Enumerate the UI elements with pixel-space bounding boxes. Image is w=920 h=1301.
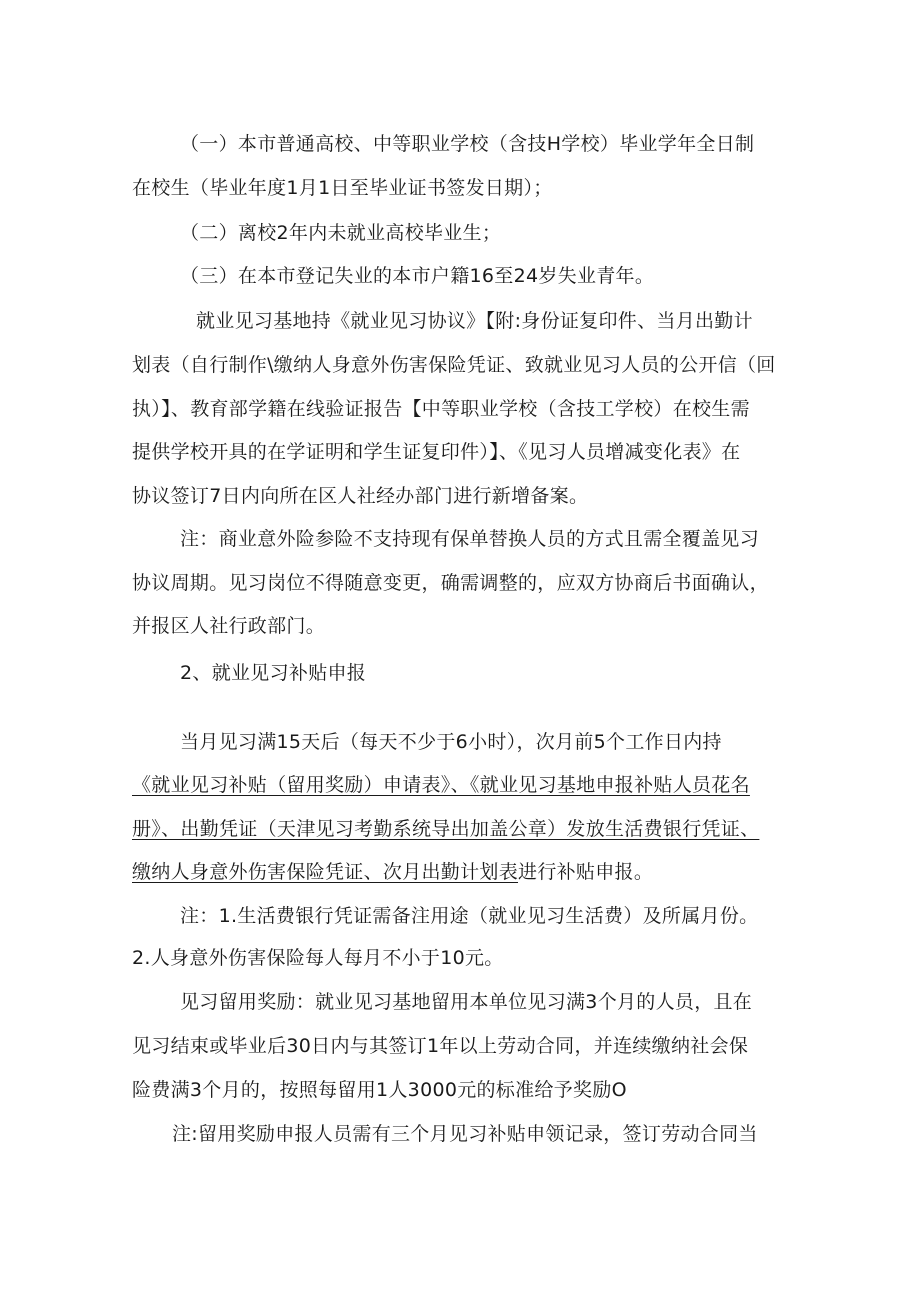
text-line: 并报区人社行政部门。 [132, 615, 326, 637]
text-line: 见习结束或毕业后30日内与其签订1年以上劳动合同，并连续缴纳社会保 [132, 1035, 749, 1057]
text-line: 在校生（毕业年度1月1日至毕业证书签发日期）； [132, 177, 553, 199]
plain-text: 进行补贴申报。 [518, 861, 654, 883]
text-line: 注：1.生活费银行凭证需备注用途（就业见习生活费）及所属月份。 [180, 905, 759, 927]
text-line: （二）离校2年内未就业高校毕业生； [180, 222, 502, 244]
text-line: 提供学校开具的在学证明和学生证复印件）】、《见习人员增减变化表》在 [132, 441, 741, 463]
text-line: 当月见习满15天后（每天不少于6小时），次月前5个工作日内持 [180, 731, 722, 753]
text-line: 注:留用奖励申报人员需有三个月见习补贴申领记录，签订劳动合同当 [172, 1123, 758, 1145]
text-line: 见习留用奖励：就业见习基地留用本单位见习满3个月的人员，且在 [180, 991, 753, 1013]
text-line-underlined: 《就业见习补贴（留用奖励）申请表》、《就业见习基地申报补贴人员花名 [132, 774, 750, 796]
text-line: 2.人身意外伤害保险每人每月不小于10元。 [132, 947, 504, 969]
text-line: 协议签订7日内向所在区人社经办部门进行新增备案。 [132, 485, 589, 507]
text-line: 注：商业意外险参险不支持现有保单替换人员的方式且需全覆盖见习 [180, 528, 760, 550]
text-line: 就业见习基地持《就业见习协议》【附:身份证复印件、当月出勤计 [196, 310, 753, 332]
underlined-text: 缴纳人身意外伤害保险凭证、次月出勤计划表 [132, 861, 519, 883]
text-line-underlined: 册》、出勤凭证（天津见习考勤系统导出加盖公章）发放生活费银行凭证、 [132, 818, 760, 840]
text-line [132, 860, 653, 884]
text-line: 划表（自行制作\缴纳人身意外伤害保险凭证、致就业见习人员的公开信（回 [132, 354, 776, 376]
text-line: （一）本市普通高校、中等职业学校（含技H学校）毕业学年全日制 [180, 133, 755, 155]
text-line: 协议周期。见习岗位不得随意变更，确需调整的，应双方协商后书面确认， [132, 572, 769, 594]
section-heading: 2、就业见习补贴申报 [180, 662, 367, 684]
text-line: 执）】、教育部学籍在线验证报告【中等职业学校（含技工学校）在校生需 [132, 398, 750, 420]
text-line: （三）在本市登记失业的本市户籍16至24岁失业青年。 [180, 265, 655, 287]
text-line: 险费满3个月的，按照每留用1人3000元的标准给予奖励O [132, 1079, 627, 1101]
